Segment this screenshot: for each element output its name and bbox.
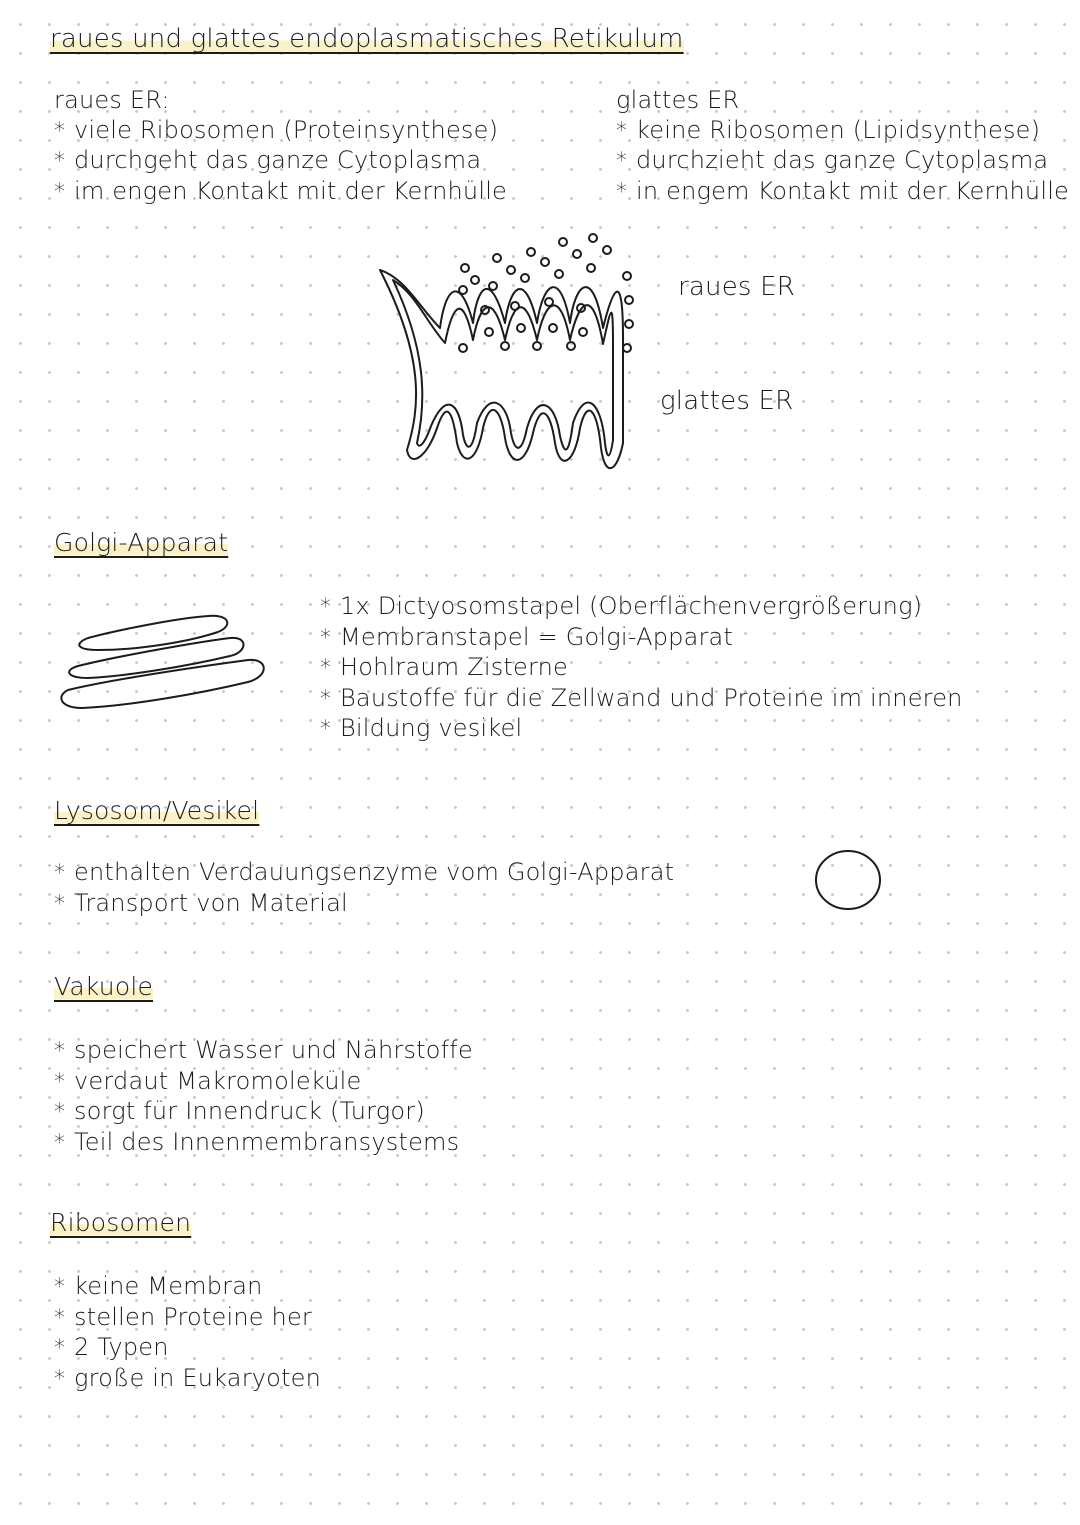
list-item: * Membranstapel = Golgi-Apparat — [320, 622, 734, 651]
list-item: * durchzieht das ganze Cytoplasma — [616, 146, 1049, 174]
list-item: * Bildung vesikel — [320, 714, 523, 742]
list-item: * enthalten Verdauungsenzyme vom Golgi-Apparat — [54, 858, 675, 886]
er-heading: raues und glattes endoplasmatisches Retikulum — [50, 24, 684, 54]
rough-er-notes — [54, 86, 507, 207]
smooth-er-label: glattes ER — [660, 386, 794, 416]
vacuole-list — [54, 1036, 473, 1158]
rough-er-title: raues ER: — [54, 86, 170, 114]
list-item: * keine Membran — [54, 1272, 263, 1300]
list-item: * Baustoffe für die Zellwand und Proteine im inneren — [320, 683, 963, 712]
list-item: * Hohlraum Zisterne — [320, 653, 569, 681]
golgi-drawing — [58, 608, 268, 718]
lysosome-list — [54, 858, 674, 919]
smooth-er-notes — [616, 86, 1069, 207]
smooth-er-list — [616, 116, 1069, 208]
list-item: * Teil des Innenmembransystems — [54, 1127, 460, 1156]
lysosome-heading: Lysosom/Vesikel — [54, 796, 260, 825]
list-item: * im engen Kontakt mit der Kernhülle — [54, 176, 508, 205]
list-item: * Transport von Material — [54, 888, 348, 917]
golgi-list — [320, 592, 963, 745]
golgi-cisterna-bottom — [61, 660, 263, 708]
list-item: * 1x Dictyosomstapel (Oberflächenvergrößerung) — [320, 592, 923, 620]
er-outer-membrane — [380, 270, 623, 468]
golgi-heading: Golgi-Apparat — [54, 528, 229, 557]
list-item: * stellen Proteine her — [54, 1302, 312, 1331]
smooth-er-title: glattes ER — [616, 86, 740, 114]
vesicle-circle — [816, 851, 880, 909]
ribosomes-list — [54, 1272, 321, 1394]
vesicle-drawing — [810, 846, 890, 916]
rough-er-label: raues ER — [678, 272, 796, 302]
list-item: * große in Eukaryoten — [54, 1363, 322, 1392]
ribosomes-heading: Ribosomen — [50, 1208, 192, 1237]
list-item: * verdaut Makromoleküle — [54, 1066, 362, 1095]
list-item: * sorgt für Innendruck (Turgor) — [54, 1097, 425, 1125]
list-item: * 2 Typen — [54, 1333, 169, 1361]
golgi-cisterna-middle — [69, 638, 243, 678]
list-item: * speichert Wasser und Nährstoffe — [54, 1036, 473, 1064]
list-item: * durchgeht das ganze Cytoplasma — [54, 146, 482, 174]
rough-er-list — [54, 116, 507, 208]
list-item: * viele Ribosomen (Proteinsynthese) — [54, 115, 499, 144]
vacuole-heading: Vakuole — [54, 972, 154, 1001]
er-drawing — [365, 228, 665, 488]
list-item: * in engem Kontakt mit der Kernhülle — [616, 176, 1070, 205]
list-item: * keine Ribosomen (Lipidsynthese) — [616, 115, 1041, 144]
golgi-cisterna-top — [79, 616, 227, 650]
